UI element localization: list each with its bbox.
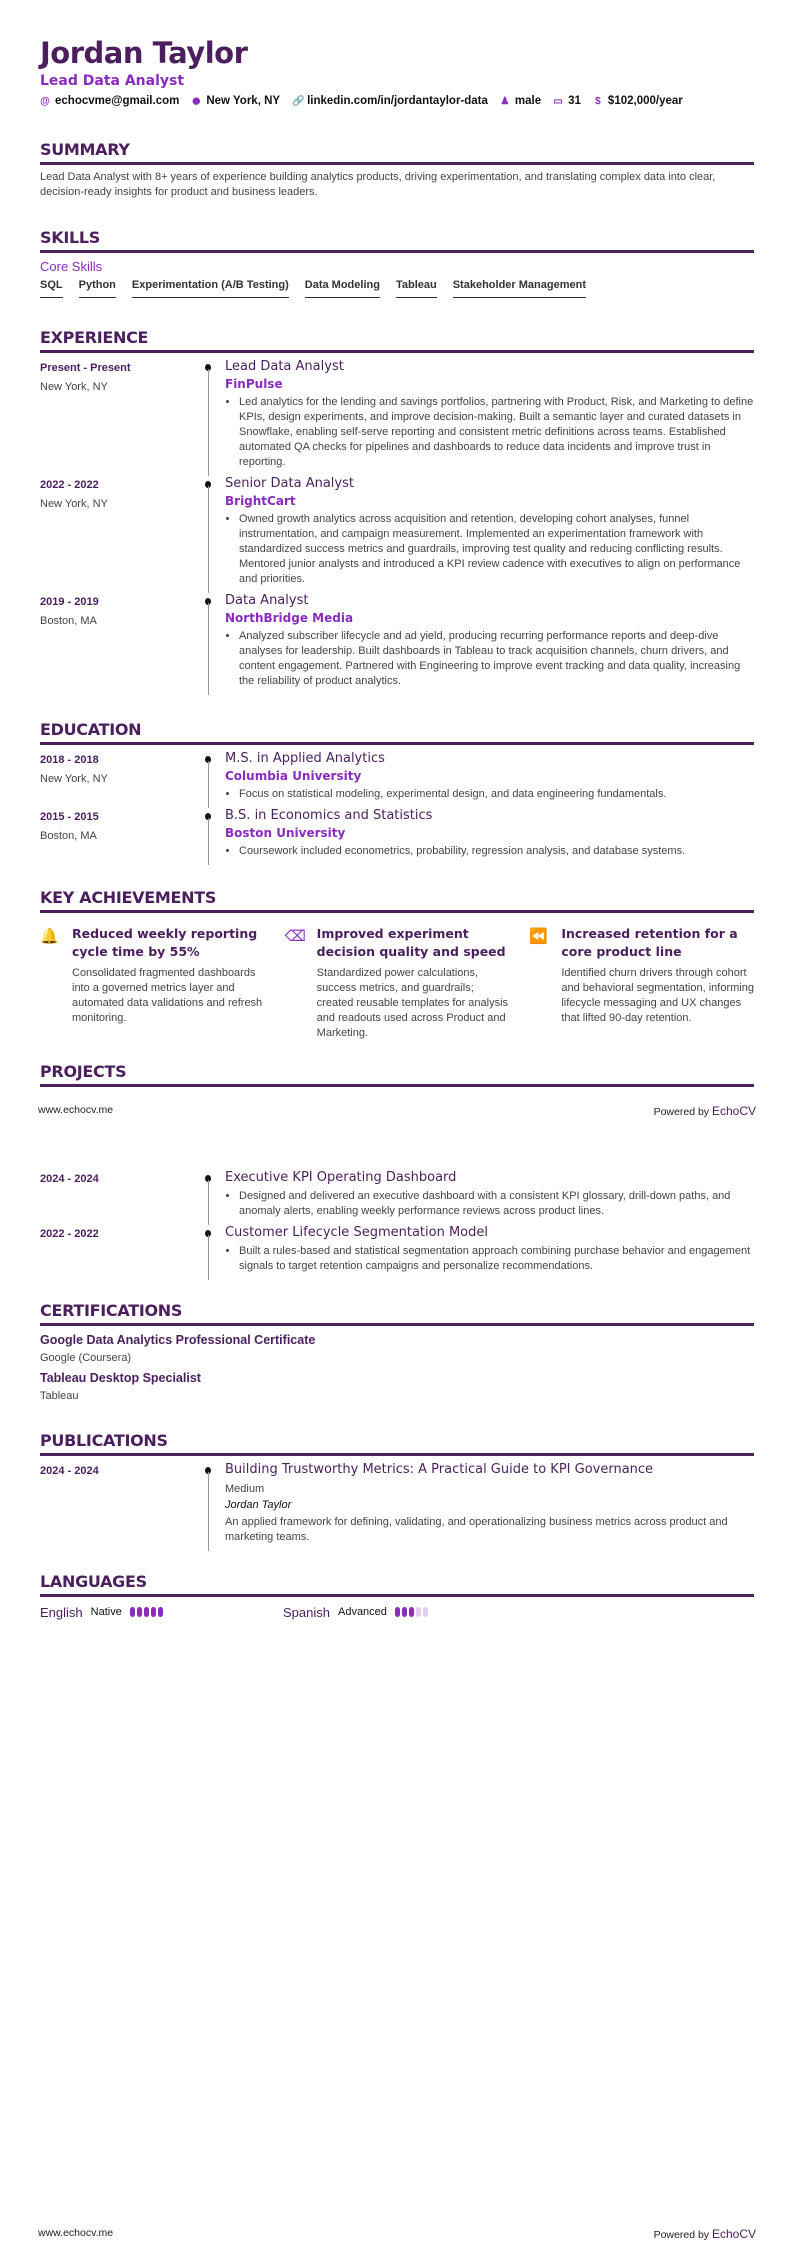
experience-list <box>40 359 754 695</box>
entry-bullets <box>225 1244 754 1274</box>
section-heading: EDUCATION <box>40 720 142 739</box>
entry-body <box>225 476 754 593</box>
section-divider <box>40 1323 754 1326</box>
contact-text: $102,000/year <box>607 95 683 107</box>
certification-title: Tableau Desktop Specialist <box>40 1370 201 1385</box>
timeline-marker <box>205 593 225 695</box>
rating-dot-icon <box>395 1607 400 1617</box>
certification-issuer: Tableau <box>40 1389 79 1402</box>
entry-location: Boston, MA <box>40 829 97 842</box>
section-divider <box>40 1084 754 1087</box>
backspace-icon: ⌫ <box>284 927 306 945</box>
entry-meta <box>40 359 205 476</box>
timeline-line <box>208 818 209 865</box>
entry-body <box>225 1225 754 1280</box>
skill-tag: Python <box>79 279 116 298</box>
person-icon: ♟ <box>500 95 510 107</box>
section-divider <box>40 250 754 253</box>
skill-tag: Experimentation (A/B Testing) <box>132 279 289 298</box>
summary-section <box>40 140 754 200</box>
rating-dot-icon <box>423 1607 428 1617</box>
section-heading: LANGUAGES <box>40 1572 147 1591</box>
entry-bullets <box>225 629 754 689</box>
timeline-marker <box>205 808 225 865</box>
entry-location: Boston, MA <box>40 614 97 627</box>
powered-by-label: Powered by <box>653 2229 710 2241</box>
section-divider <box>40 350 754 353</box>
education-entry <box>40 751 754 808</box>
candidate-title: Lead Data Analyst <box>40 73 185 89</box>
timeline-line <box>208 369 209 476</box>
projects-entry <box>40 1225 754 1280</box>
achievement-description: Identified churn drivers through cohort and behavioral segmentation, informing lifecycle messaging and UX changes that lifted 90-day retention. <box>561 966 754 1024</box>
entry-title: B.S. in Economics and Statistics <box>225 807 433 823</box>
entry-date: 2022 - 2022 <box>40 1228 99 1240</box>
entry-meta <box>40 1462 205 1551</box>
timeline-line <box>208 761 209 808</box>
entry-location: New York, NY <box>40 497 108 510</box>
language-name: English <box>40 1604 83 1620</box>
entry-title: Building Trustworthy Metrics: A Practical Guide to KPI Governance <box>225 1461 654 1477</box>
brand-logo: EchoCV <box>711 2227 756 2241</box>
skill-group-label: Core Skills <box>40 258 103 274</box>
language-list <box>40 1605 754 1620</box>
section-divider <box>40 1453 754 1456</box>
at-icon: @ <box>40 95 50 107</box>
entry-title: M.S. in Applied Analytics <box>225 750 385 766</box>
brand-logo: EchoCV <box>711 1104 756 1118</box>
timeline-marker <box>205 359 225 476</box>
skill-tag: SQL <box>40 279 63 298</box>
language-level: Advanced <box>337 1606 387 1618</box>
achievements-section <box>40 888 754 1041</box>
contact-text: New York, NY <box>206 95 281 107</box>
section-divider <box>40 742 754 745</box>
contact-item <box>593 95 683 107</box>
page-footer <box>38 1104 756 1118</box>
section-divider <box>40 162 754 165</box>
contact-bar <box>40 95 754 107</box>
entry-body <box>225 1462 754 1551</box>
entry-meta <box>40 1170 205 1225</box>
entry-bullets <box>225 844 754 859</box>
contact-item <box>191 95 280 107</box>
timeline-marker <box>205 1225 225 1280</box>
skill-tag: Data Modeling <box>305 279 380 298</box>
entry-organization: Columbia University <box>225 768 362 783</box>
entry-date: 2022 - 2022 <box>40 478 99 491</box>
languages-section <box>40 1572 754 1620</box>
timeline-line <box>208 486 209 593</box>
experience-entry <box>40 359 754 476</box>
entry-body <box>225 1170 754 1225</box>
entry-title: Executive KPI Operating Dashboard <box>225 1170 457 1185</box>
entry-bullets <box>225 512 754 587</box>
publication-author: Jordan Taylor <box>225 1498 292 1511</box>
certifications-section <box>40 1301 754 1402</box>
skill-tag: Stakeholder Management <box>453 279 586 298</box>
bullet-item: • Built a rules-based and statistical segmentation approach combining purchase behavior and engagement signals to target retention campaigns and personalize recommendations. <box>239 1244 754 1274</box>
contact-item <box>40 95 179 107</box>
achievement-item <box>285 925 510 1041</box>
timeline-line <box>208 1472 209 1551</box>
dollar-icon: $ <box>595 95 601 107</box>
entry-bullets <box>225 1189 754 1219</box>
entry-organization: BrightCart <box>225 493 296 508</box>
entry-meta <box>40 751 205 808</box>
education-entry <box>40 808 754 865</box>
contact-item <box>292 95 488 107</box>
timeline-marker <box>205 476 225 593</box>
entry-title: Data Analyst <box>225 592 309 608</box>
entry-date: 2015 - 2015 <box>40 810 99 823</box>
achievement-title: Increased retention for a core product line <box>561 925 738 959</box>
entry-meta <box>40 1225 205 1280</box>
projects-section <box>40 1062 754 1087</box>
contact-item <box>500 95 541 107</box>
achievement-title: Improved experiment decision quality and speed <box>316 925 506 959</box>
page-footer-bottom <box>38 2227 756 2241</box>
publications-section <box>40 1431 754 1551</box>
language-name: Spanish <box>283 1604 330 1620</box>
footer-website-link[interactable]: www.echocv.me <box>38 1104 114 1116</box>
language-rating <box>130 1607 163 1617</box>
skill-list <box>40 279 754 298</box>
bullet-item: • Owned growth analytics across acquisition and retention, developing cohort analyses, funnel instrumentation, and campaign measurement. Implemented an experimentation framework with standardized success metrics and guardrails, improving test quality and reducing conflicting results. Mentored junior analysts and introduced a KPI review cadence with executives to align on performance and priorities. <box>239 512 754 587</box>
powered-by <box>654 1104 756 1118</box>
timeline-marker <box>205 1170 225 1225</box>
entry-location: New York, NY <box>40 380 108 393</box>
bullet-item: • Focus on statistical modeling, experimental design, and data engineering fundamentals. <box>239 787 754 802</box>
powered-by-label: Powered by <box>653 1106 710 1118</box>
projects-entry <box>40 1170 754 1225</box>
rewind-icon: ⏪ <box>529 927 549 945</box>
timeline-marker <box>205 1462 225 1551</box>
achievement-item <box>40 925 265 1041</box>
achievement-body <box>561 925 754 1041</box>
section-heading: SKILLS <box>40 228 100 247</box>
entry-date: 2018 - 2018 <box>40 753 99 766</box>
language-item <box>283 1605 526 1620</box>
entry-date: 2019 - 2019 <box>40 595 99 608</box>
projects-list-container <box>40 1164 754 1280</box>
entry-location: New York, NY <box>40 772 108 785</box>
experience-entry <box>40 476 754 593</box>
entry-title: Lead Data Analyst <box>225 358 344 374</box>
education-section <box>40 720 754 865</box>
rating-dot-icon <box>416 1607 421 1617</box>
location-pin-icon: ⬤ <box>192 98 201 105</box>
section-heading: PROJECTS <box>40 1062 127 1081</box>
contact-text: male <box>514 95 542 107</box>
bell-icon: 🔔 <box>40 927 59 945</box>
rating-dot-icon <box>144 1607 149 1617</box>
entry-date: Present - Present <box>40 361 131 374</box>
section-divider <box>40 910 754 913</box>
publication-list <box>40 1462 754 1551</box>
entry-body <box>225 359 754 476</box>
skills-section <box>40 228 754 298</box>
experience-entry <box>40 593 754 695</box>
timeline-line <box>208 1180 209 1225</box>
section-divider <box>40 1594 754 1597</box>
contact-text[interactable]: linkedin.com/in/jordantaylor-data <box>307 95 488 107</box>
certification-list <box>40 1333 754 1402</box>
timeline-marker <box>205 751 225 808</box>
entry-bullets <box>225 787 754 802</box>
section-heading: PUBLICATIONS <box>40 1431 168 1450</box>
certification-title: Google Data Analytics Professional Certificate <box>40 1332 316 1347</box>
entry-organization: NorthBridge Media <box>225 610 354 625</box>
contact-item <box>553 95 581 107</box>
contact-text[interactable]: echocvme@gmail.com <box>55 95 180 107</box>
rating-dot-icon <box>151 1607 156 1617</box>
entry-bullets <box>225 395 754 470</box>
entry-body <box>225 593 754 695</box>
section-heading: CERTIFICATIONS <box>40 1301 183 1320</box>
rating-dot-icon <box>137 1607 142 1617</box>
skill-tag: Tableau <box>396 279 437 298</box>
calendar-icon: ▭ <box>553 95 563 107</box>
entry-title: Senior Data Analyst <box>225 475 354 491</box>
entry-body <box>225 751 754 808</box>
summary-text: Lead Data Analyst with 8+ years of experience building analytics products, driving experimentation, and translating complex data into clear, decision-ready insights for product and business leaders. <box>40 170 716 198</box>
entry-title: Customer Lifecycle Segmentation Model <box>225 1225 488 1240</box>
rating-dot-icon <box>130 1607 135 1617</box>
achievement-description: Consolidated fragmented dashboards into a governed metrics layer and automated data validations and refresh monitoring. <box>72 966 263 1024</box>
bullet-item: • Designed and delivered an executive dashboard with a consistent KPI glossary, drill-down paths, and anomaly alerts, enabling weekly performance reviews across product lines. <box>239 1189 754 1219</box>
section-heading: SUMMARY <box>40 140 130 159</box>
timeline-line <box>208 603 209 695</box>
achievement-description: Standardized power calculations, success metrics, and guardrails; created reusable templates for analysis and readouts used across Product and Marketing. <box>316 966 509 1039</box>
language-item <box>40 1605 283 1620</box>
experience-section <box>40 328 754 695</box>
achievement-body <box>317 925 510 1041</box>
education-list <box>40 751 754 865</box>
publication-publisher: Medium <box>225 1482 265 1495</box>
candidate-name: Jordan Taylor <box>40 36 248 70</box>
powered-by <box>654 2227 756 2241</box>
achievement-title: Reduced weekly reporting cycle time by 55% <box>72 925 258 959</box>
entry-date: 2024 - 2024 <box>40 1173 99 1185</box>
rating-dot-icon <box>409 1607 414 1617</box>
entry-body <box>225 808 754 865</box>
certification-issuer: Google (Coursera) <box>40 1351 132 1364</box>
section-heading: KEY ACHIEVEMENTS <box>40 888 217 907</box>
language-level: Native <box>90 1606 122 1618</box>
achievement-item <box>529 925 754 1041</box>
bullet-item: • Analyzed subscriber lifecycle and ad yield, producing recurring performance reports and deep-dive analyses for leadership. Built dashboards in Tableau to track acquisition channels, churn drivers, and content engagement. Partnered with Engineering to improve event tracking and data quality, increasing the reliability of product analytics. <box>239 629 754 689</box>
contact-text: 31 <box>568 95 581 107</box>
entry-organization: FinPulse <box>225 376 283 391</box>
achievement-list <box>40 925 754 1041</box>
rating-dot-icon <box>402 1607 407 1617</box>
bullet-item: • Coursework included econometrics, probability, regression analysis, and database systems. <box>239 844 754 859</box>
language-rating <box>395 1607 428 1617</box>
entry-meta <box>40 808 205 865</box>
publications-entry <box>40 1462 754 1551</box>
entry-date: 2024 - 2024 <box>40 1464 99 1477</box>
footer-website-link[interactable]: www.echocv.me <box>38 2227 114 2239</box>
timeline-line <box>208 1235 209 1280</box>
bullet-item: • Led analytics for the lending and savings portfolios, partnering with Product, Risk, and Marketing to define KPIs, design experiments, and improve decision-making. Built a semantic layer and curated datasets in Snowflake, enabling self-serve reporting and consistent metric definitions across teams. Established automated QA checks for pipelines and dashboards to reduce data incidents and improve trust in reporting. <box>239 395 754 470</box>
entry-meta <box>40 593 205 695</box>
project-list <box>40 1170 754 1280</box>
rating-dot-icon <box>158 1607 163 1617</box>
achievement-body <box>72 925 265 1041</box>
section-heading: EXPERIENCE <box>40 328 149 347</box>
publication-description: An applied framework for defining, validating, and operationalizing business metrics across product and marketing teams. <box>225 1515 728 1543</box>
link-icon: 🔗 <box>292 95 305 107</box>
entry-meta <box>40 476 205 593</box>
entry-organization: Boston University <box>225 825 346 840</box>
